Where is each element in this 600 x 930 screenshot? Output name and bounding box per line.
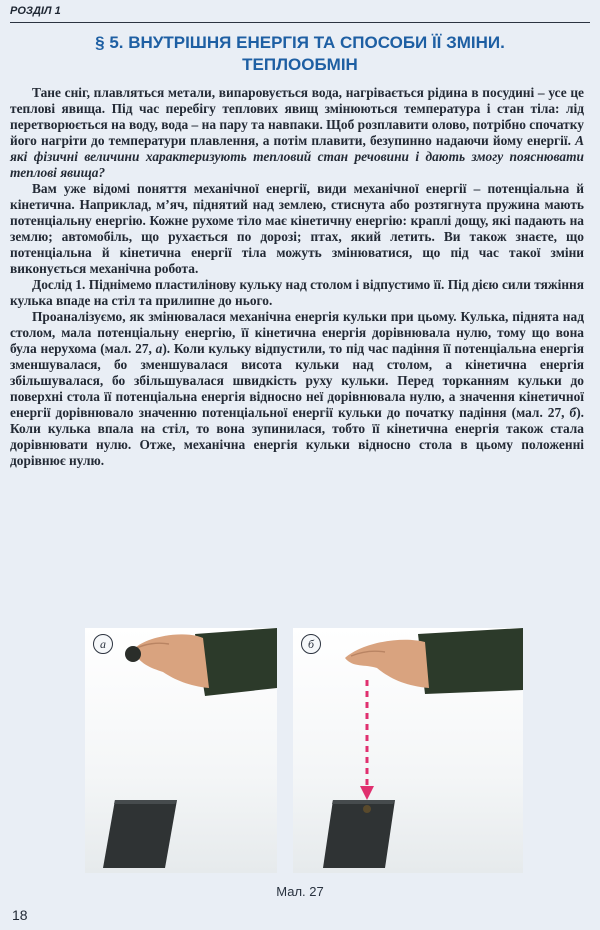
table-board [323,800,395,868]
section-title-line-2: ТЕПЛООБМІН [242,55,358,74]
figure-caption: Мал. 27 [276,884,324,899]
paragraph-analysis [10,309,584,469]
hand [345,640,429,688]
figure-27b [293,628,523,873]
figure-label-b: б [301,634,321,654]
figure-label-a: а [93,634,113,654]
photo-ball-falling-illustration [293,628,523,873]
figure-27a [85,628,277,873]
fall-arrow-head [360,786,374,800]
board-edge [332,800,395,804]
photo-ball-held [85,628,277,873]
body-text [10,85,584,469]
experiment-1-label: Дослід 1. [32,277,86,292]
plasticine-ball [125,646,141,662]
figure-ref-b: б [569,405,577,420]
paragraph-intro-question: А які фізичні величини характеризують тепловий стан речовини і дають змогу пояснювати теплові явища? [10,133,584,180]
running-head: РОЗДІЛ 1 [10,5,61,17]
experiment-1-text: Піднімемо пластилінову кульку над столом і відпустимо її. Під дією сили тяжіння кулька впаде на стіл та прилипне до нього. [10,277,584,308]
paragraph-experiment-1 [10,277,584,309]
header-rule [10,22,590,23]
section-title-line-1: § 5. ВНУТРІШНЯ ЕНЕРГІЯ ТА СПОСОБИ ЇЇ ЗМІНИ. [95,33,505,52]
photo-ball-held-illustration [85,628,277,873]
paragraph-intro [10,85,584,181]
analysis-text-1: Проаналізуємо, як змінювалася механічна енергія кульки при цьому. Кулька, піднята над столом, мала потенціальну енергію, її кінетична енергія дорівнювала нулю, тому що вона була нерухома (мал. 27, [10,309,584,356]
section-title [60,32,540,76]
photo-ball-falling [293,628,523,873]
paragraph-mechanical-energy: Вам уже відомі поняття механічної енергії, види механічної енергії – потенціальна й кінетична. Наприклад, м’яч, піднятий над землею, стиснута або розтягнута пружина мають потенціальну енергію. Кожне рухоме тіло має кінетичну енергію: краплі дощу, які падають на землю; автомобіль, що рухається по дорозі; птах, який летить. Ви також знаєте, що потенціальна й кінетична енергії тіла можуть змінюватися, що під час такої зміни виконується механічна робота. [10,181,584,276]
table-board [103,800,177,868]
paragraph-intro-text: Тане сніг, плавляться метали, випаровується вода, нагрівається рідина в посудині – усе це теплові явища. Під час перебігу теплових явищ змінюються температура і стан тіла: лід перетворюється на воду, вода – на пару та навпаки. Щоб розплавити олово, потрібно спочатку його нагріти до температури плавлення, а потім плавити, безупинно надаючи йому енергії. [10,85,584,148]
figure-ref-a: а [155,341,163,356]
analysis-text-2: ). Коли кульку відпустили, то під час падіння її потенціальна енергія зменшувалася, бо зменшувалася висота кульки над столом, а кінетична енергія збільшувалася, бо збільшувалася швидкість руху кульки. Перед торканням кульки до поверхні стола її потенціальна енергія відносно неї дорівнювала нулю, а значення кінетичної енергії дорівнювало значенню потенціальної енергії кульки до початку падіння (мал. 27, [10,341,584,420]
board-edge [114,800,177,804]
ball-on-table [363,805,371,813]
hand [133,634,209,688]
page-number: 18 [12,907,28,923]
analysis-text-3: ). Коли кулька впала на стіл, то вона зупинилася, тобто її кінетична енергія також стала дорівнювати нулю. Отже, механічна енергія кульки відносно стола в цьому положенні дорівнює нулю. [10,405,584,468]
sleeve [418,628,523,694]
